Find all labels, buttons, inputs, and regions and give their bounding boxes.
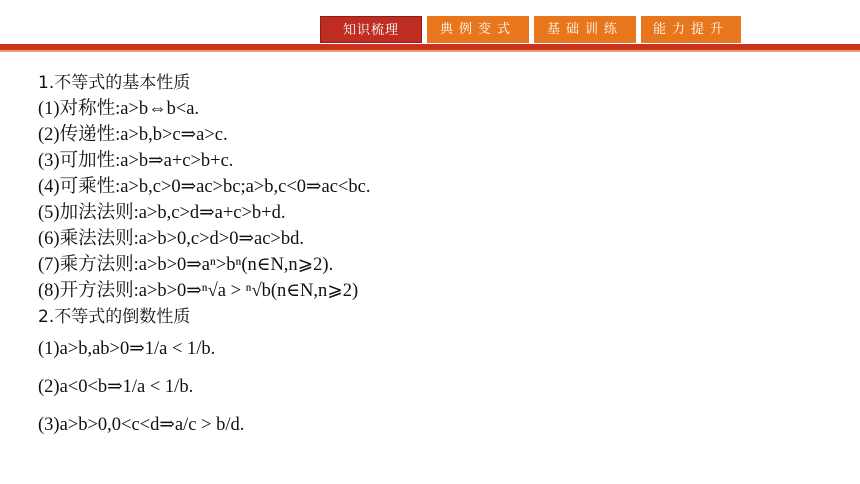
section1-heading: 1.不等式的基本性质	[38, 73, 191, 93]
property-item: (6)乘法法则:a>b>0,c>d>0⇒ac>bd.	[38, 229, 304, 249]
tab-basic-practice[interactable]: 基础训练	[534, 16, 636, 43]
property-item: (2)传递性:a>b,b>c⇒a>c.	[38, 125, 228, 145]
reciprocal-item: (2)a<0<b⇒1/a < 1/b.	[38, 377, 194, 397]
top-nav-tabs	[320, 16, 741, 43]
property-item: (8)开方法则:a>b>0⇒ⁿ√a > ⁿ√b(n∈N,n⩾2)	[38, 281, 359, 301]
reciprocal-item: (1)a>b,ab>0⇒1/a < 1/b.	[38, 339, 216, 359]
property-item: (7)乘方法则:a>b>0⇒aⁿ>bⁿ(n∈N,n⩾2).	[38, 255, 334, 275]
reciprocal-item: (3)a>b>0,0<c<d⇒a/c > b/d.	[38, 415, 245, 435]
property-item: (4)可乘性:a>b,c>0⇒ac>bc;a>b,c<0⇒ac<bc.	[38, 177, 371, 197]
main-content	[38, 70, 838, 444]
section2-heading: 2.不等式的倒数性质	[38, 307, 191, 327]
property-item: (5)加法法则:a>b,c>d⇒a+c>b+d.	[38, 203, 286, 223]
tab-examples[interactable]: 典例变式	[427, 16, 529, 43]
property-item: (3)可加性:a>b⇒a+c>b+c.	[38, 151, 234, 171]
tab-ability-improvement[interactable]: 能力提升	[641, 16, 741, 43]
property-item: (1)对称性:a>b⇔b<a.	[38, 99, 200, 119]
header-divider-accent	[0, 50, 860, 52]
tab-knowledge-review[interactable]: 知识梳理	[320, 16, 422, 43]
